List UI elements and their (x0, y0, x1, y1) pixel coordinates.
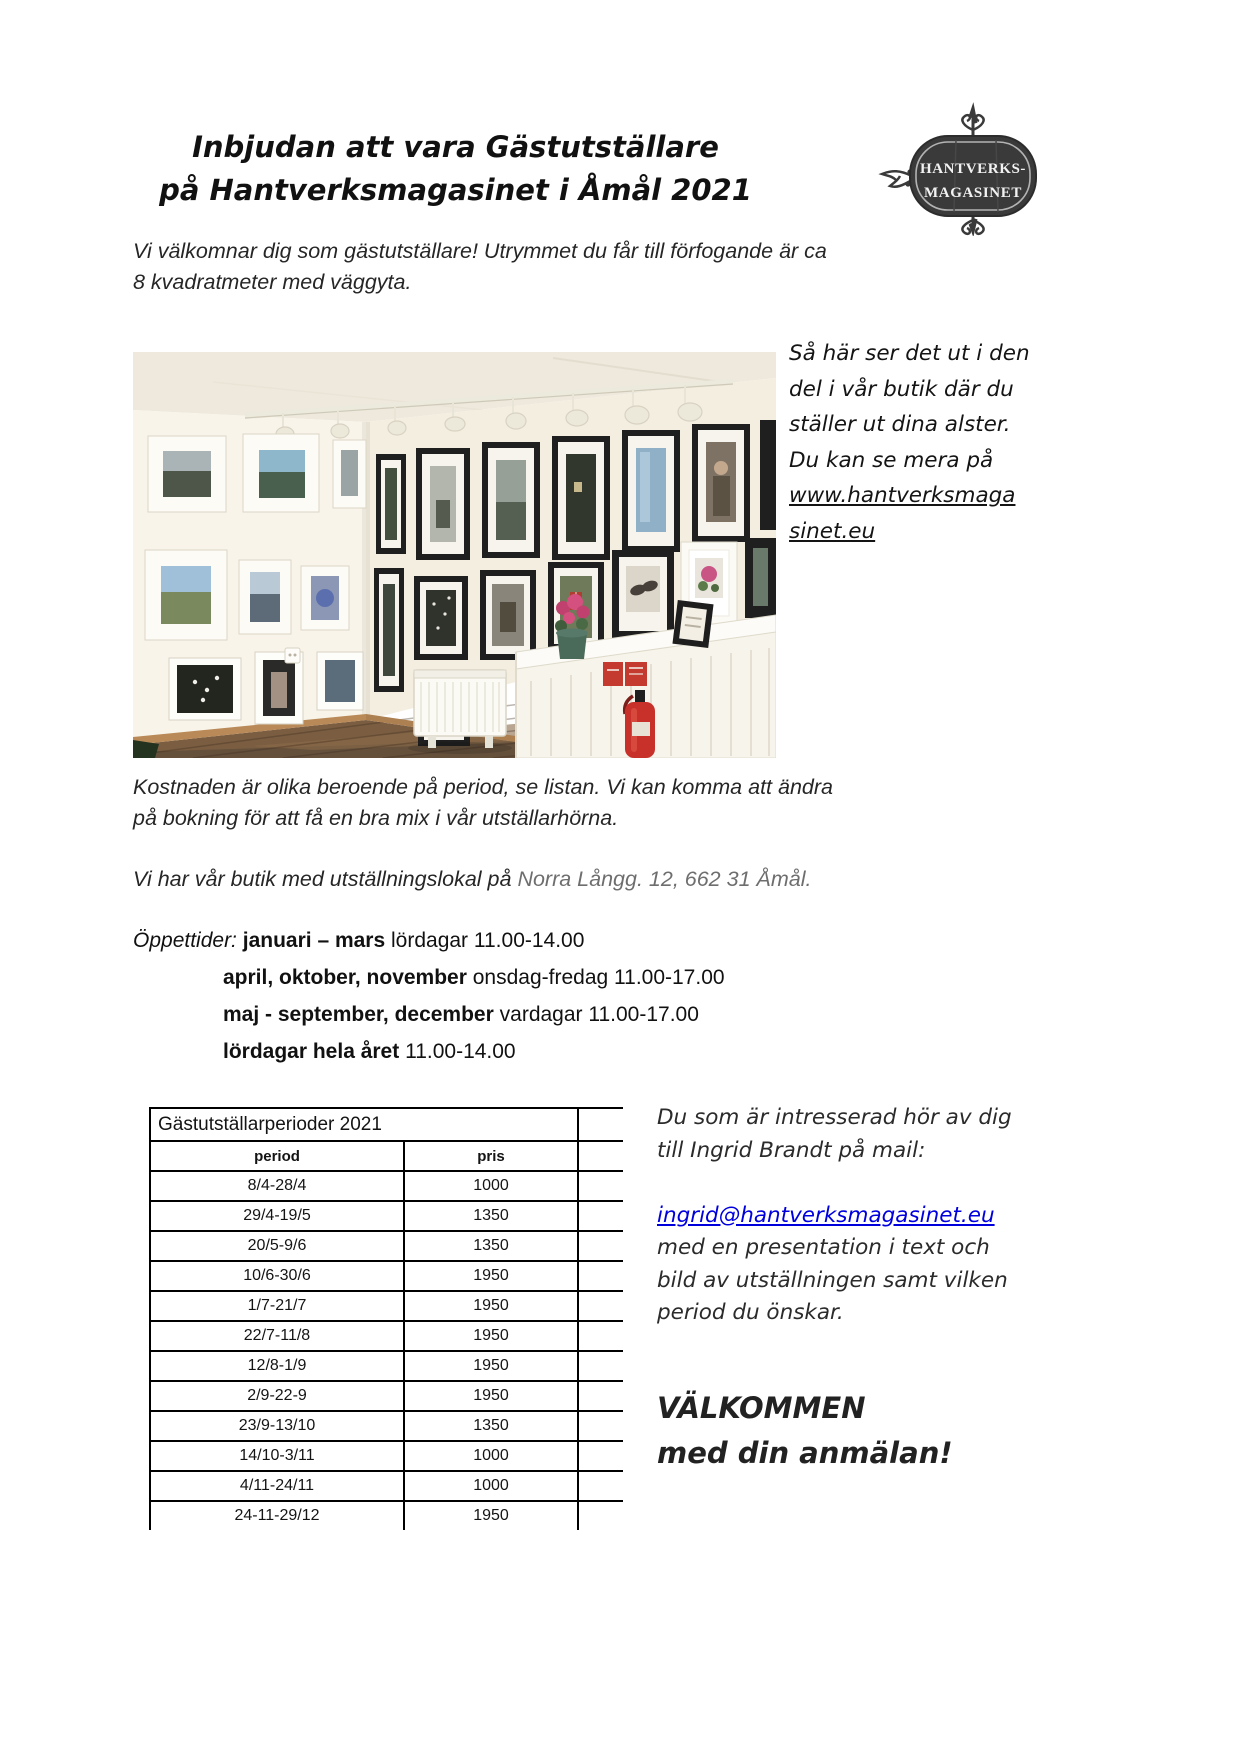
pris-cell: 1950 (404, 1351, 578, 1381)
page-title-line1: Inbjudan att vara Gästutställare (192, 130, 719, 164)
period-cell: 22/7-11/8 (150, 1321, 404, 1351)
pris-cell: 1000 (404, 1171, 578, 1201)
period-cell: 10/6-30/6 (150, 1261, 404, 1291)
location-address: Norra Långg. 12, 662 31 Åmål. (517, 867, 812, 891)
empty-cell (578, 1171, 623, 1201)
contact-line: till Ingrid Brandt på mail: (657, 1137, 926, 1163)
intro-line: Vi välkomnar dig som gästutställare! Utrymmet du får till förfogande är ca (133, 239, 827, 263)
empty-cell (578, 1231, 623, 1261)
side-note-line: Du kan se mera på (789, 447, 994, 473)
logo-text-line1: HANTVERKS- (919, 161, 1027, 177)
location-line (133, 864, 1093, 895)
period-cell: 24-11-29/12 (150, 1501, 404, 1530)
period-cell: 20/5-9/6 (150, 1231, 404, 1261)
empty-cell (578, 1381, 623, 1411)
price-row (150, 1201, 623, 1231)
pris-cell: 1000 (404, 1471, 578, 1501)
page-title-line2: på Hantverksmagasinet i Åmål 2021 (159, 173, 752, 207)
pris-cell: 1350 (404, 1201, 578, 1231)
opening-hours-period: maj - september, december (223, 1003, 494, 1026)
period-cell: 29/4-19/5 (150, 1201, 404, 1231)
hantverksmagasinet-website-link[interactable] (789, 478, 1089, 549)
price-row (150, 1441, 623, 1471)
opening-hours-times: 11.00-14.00 (405, 1040, 516, 1063)
opening-hours-row (133, 996, 1093, 1033)
price-table (149, 1107, 623, 1530)
opening-hours-times: vardagar 11.00-17.00 (499, 1003, 699, 1026)
period-cell: 23/9-13/10 (150, 1411, 404, 1441)
page-title (133, 126, 778, 212)
price-row (150, 1501, 623, 1530)
price-row (150, 1261, 623, 1291)
opening-hours-row (133, 922, 1093, 959)
empty-cell (578, 1351, 623, 1381)
price-row (150, 1411, 623, 1441)
price-row (150, 1291, 623, 1321)
opening-hours (133, 922, 1093, 1070)
intro-paragraph (133, 236, 1053, 298)
contact-block (657, 1102, 1077, 1330)
cost-note-line: Kostnaden är olika beroende på period, se listan. Vi kan komma att ändra (133, 775, 833, 799)
price-row (150, 1231, 623, 1261)
closing-line1: VÄLKOMMEN (657, 1391, 866, 1425)
empty-cell (578, 1471, 623, 1501)
contact-line: Du som är intresserad hör av dig (657, 1105, 1012, 1130)
closing-message (657, 1386, 953, 1476)
price-row (150, 1351, 623, 1381)
location-prefix: Vi har vår butik med utställningslokal på (133, 867, 512, 891)
opening-hours-period: lördagar hela året (223, 1040, 400, 1063)
period-cell: 14/10-3/11 (150, 1441, 404, 1471)
side-note-line: del i vår butik där du (789, 376, 1014, 402)
cost-note (133, 772, 1073, 834)
opening-hours-label: Öppettider: (133, 929, 237, 952)
opening-hours-row (133, 1033, 1093, 1070)
price-row (150, 1381, 623, 1411)
empty-cell (578, 1108, 623, 1141)
price-table-header-row (150, 1141, 623, 1171)
period-cell: 1/7-21/7 (150, 1291, 404, 1321)
gallery-photo (133, 352, 776, 758)
pris-cell: 1950 (404, 1291, 578, 1321)
closing-line2: med din anmälan! (657, 1436, 953, 1470)
spacer (657, 1167, 1077, 1200)
period-cell: 4/11-24/11 (150, 1471, 404, 1501)
website-link-line[interactable]: sinet.eu (789, 518, 876, 544)
opening-hours-row (133, 959, 1093, 996)
period-column-header: period (150, 1141, 404, 1171)
empty-cell (578, 1321, 623, 1351)
cost-note-line: på bokning för att få en bra mix i vår utställarhörna. (133, 806, 619, 830)
empty-cell (578, 1141, 623, 1171)
empty-cell (578, 1291, 623, 1321)
opening-hours-period: april, oktober, november (223, 966, 467, 989)
pris-cell: 1350 (404, 1411, 578, 1441)
price-table-title: Gästutställarperioder 2021 (150, 1108, 578, 1141)
contact-line: med en presentation i text och (657, 1235, 990, 1260)
contact-line: period du önskar. (657, 1300, 844, 1325)
empty-cell (578, 1261, 623, 1291)
pris-cell: 1000 (404, 1441, 578, 1471)
opening-hours-times: onsdag-fredag 11.00-17.00 (472, 966, 725, 989)
price-row (150, 1321, 623, 1351)
logo-text-line2: MAGASINET (924, 185, 1022, 201)
contact-line: bild av utställningen samt vilken (657, 1267, 1008, 1293)
photo-side-note (789, 336, 1089, 549)
price-table-title-row (150, 1108, 623, 1141)
price-row (150, 1471, 623, 1501)
pris-cell: 1950 (404, 1321, 578, 1351)
intro-line: 8 kvadratmeter med väggyta. (133, 270, 412, 294)
period-cell: 8/4-28/4 (150, 1171, 404, 1201)
empty-cell (578, 1411, 623, 1441)
pris-column-header: pris (404, 1141, 578, 1171)
side-note-line: ställer ut dina alster. (789, 412, 1011, 437)
side-note-line: Så här ser det ut i den (789, 341, 1030, 366)
empty-cell (578, 1201, 623, 1231)
empty-cell (578, 1501, 623, 1530)
empty-cell (578, 1441, 623, 1471)
hantverksmagasinet-logo (872, 94, 1042, 236)
pris-cell: 1350 (404, 1231, 578, 1261)
period-cell: 12/8-1/9 (150, 1351, 404, 1381)
opening-hours-times: lördagar 11.00-14.00 (391, 929, 585, 952)
pris-cell: 1950 (404, 1261, 578, 1291)
period-cell: 2/9-22-9 (150, 1381, 404, 1411)
website-link-line[interactable]: www.hantverksmaga (789, 483, 1016, 508)
contact-email-link[interactable]: ingrid@hantverksmagasinet.eu (657, 1202, 995, 1228)
pris-cell: 1950 (404, 1501, 578, 1530)
opening-hours-period: januari – mars (242, 929, 386, 952)
price-row (150, 1171, 623, 1201)
pris-cell: 1950 (404, 1381, 578, 1411)
